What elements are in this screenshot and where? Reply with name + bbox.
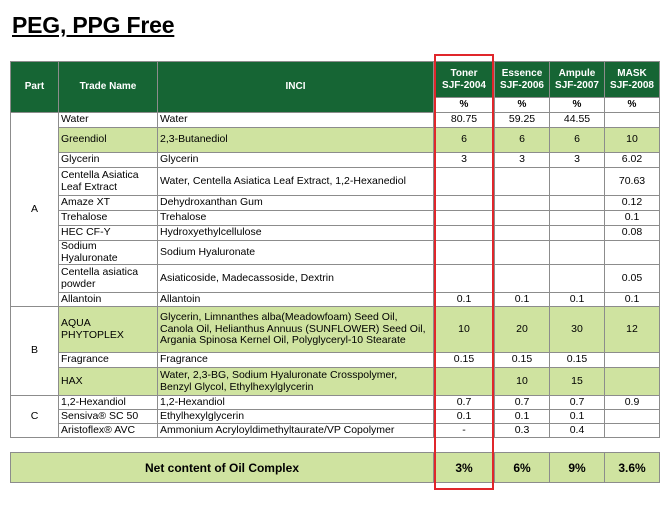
inci: Ammonium Acryloyldimethyltaurate/VP Copolymer <box>158 424 434 438</box>
value-cell <box>550 226 605 241</box>
inci: Water, Centella Asiatica Leaf Extract, 1,2-Hexanediol <box>158 168 434 196</box>
value-cell <box>550 211 605 226</box>
value-cell <box>605 241 660 265</box>
value-cell: 20 <box>495 307 550 353</box>
value-cell: 0.1 <box>495 410 550 424</box>
table-row <box>11 226 660 241</box>
total-row <box>11 453 660 483</box>
page-title: PEG, PPG Free <box>12 12 175 38</box>
trade-name: Fragrance <box>59 353 158 368</box>
value-cell: 59.25 <box>495 113 550 128</box>
value-cell: 70.63 <box>605 168 660 196</box>
table-row <box>11 353 660 368</box>
value-cell: 6.02 <box>605 153 660 168</box>
value-cell: 0.1 <box>434 293 495 307</box>
trade-name: Centella Asiatica Leaf Extract <box>59 168 158 196</box>
value-cell: 0.7 <box>495 396 550 410</box>
value-cell <box>550 168 605 196</box>
value-cell <box>550 241 605 265</box>
table-row <box>11 424 660 438</box>
value-cell: 0.08 <box>605 226 660 241</box>
value-cell <box>434 265 495 293</box>
inci: Water, 2,3-BG, Sodium Hyaluronate Crosspolymer, Benzyl Glycol, Ethylhexylglycerin <box>158 368 434 396</box>
table-row <box>11 265 660 293</box>
part-label: B <box>11 307 59 396</box>
inci: Sodium Hyaluronate <box>158 241 434 265</box>
header-col-toner <box>434 62 495 98</box>
part-label: A <box>11 113 59 307</box>
trade-name: Aristoflex® AVC <box>59 424 158 438</box>
value-cell <box>434 226 495 241</box>
value-cell <box>495 196 550 211</box>
header-inci: INCI <box>158 62 434 113</box>
value-cell <box>605 113 660 128</box>
value-cell: 0.1 <box>495 293 550 307</box>
table-row <box>11 241 660 265</box>
col-code: SJF-2007 <box>555 79 599 91</box>
trade-name: Water <box>59 113 158 128</box>
table-row <box>11 211 660 226</box>
value-cell: 0.05 <box>605 265 660 293</box>
trade-name: HEC CF-Y <box>59 226 158 241</box>
value-cell <box>495 265 550 293</box>
value-cell: 10 <box>495 368 550 396</box>
value-cell <box>434 368 495 396</box>
col-name: Toner <box>450 67 478 79</box>
header-col-essence <box>495 62 550 98</box>
unit-cell: % <box>550 98 605 113</box>
trade-name: Glycerin <box>59 153 158 168</box>
value-cell <box>434 196 495 211</box>
value-cell: 0.4 <box>550 424 605 438</box>
trade-name: Greendiol <box>59 128 158 153</box>
col-code: SJF-2004 <box>442 79 486 91</box>
inci: Glycerin <box>158 153 434 168</box>
value-cell: 0.1 <box>605 211 660 226</box>
trade-name: Sensiva® SC 50 <box>59 410 158 424</box>
value-cell: 0.15 <box>495 353 550 368</box>
value-cell: 0.3 <box>495 424 550 438</box>
part-label: C <box>11 396 59 438</box>
value-cell: 3 <box>434 153 495 168</box>
total-table <box>10 452 660 483</box>
value-cell: 0.15 <box>434 353 495 368</box>
table-row <box>11 196 660 211</box>
total-value: 6% <box>495 453 550 483</box>
total-value: 9% <box>550 453 605 483</box>
value-cell: 0.1 <box>434 410 495 424</box>
value-cell: 0.15 <box>550 353 605 368</box>
value-cell <box>495 226 550 241</box>
inci: Ethylhexylglycerin <box>158 410 434 424</box>
value-cell: 0.9 <box>605 396 660 410</box>
table-row <box>11 410 660 424</box>
value-cell: 15 <box>550 368 605 396</box>
unit-cell: % <box>495 98 550 113</box>
col-code: SJF-2006 <box>500 79 544 91</box>
header-col-mask <box>605 62 660 98</box>
formula-table <box>10 61 660 438</box>
table-row <box>11 396 660 410</box>
value-cell: 0.12 <box>605 196 660 211</box>
inci: Dehydroxanthan Gum <box>158 196 434 211</box>
table-row <box>11 113 660 128</box>
trade-name: Amaze XT <box>59 196 158 211</box>
trade-name: Trehalose <box>59 211 158 226</box>
value-cell <box>495 211 550 226</box>
inci: Hydroxyethylcellulose <box>158 226 434 241</box>
inci: 1,2-Hexandiol <box>158 396 434 410</box>
trade-name: AQUA PHYTOPLEX <box>59 307 158 353</box>
value-cell: 0.1 <box>605 293 660 307</box>
table-row <box>11 168 660 196</box>
value-cell: 3 <box>495 153 550 168</box>
value-cell <box>495 168 550 196</box>
value-cell: 44.55 <box>550 113 605 128</box>
value-cell: - <box>434 424 495 438</box>
inci: Water <box>158 113 434 128</box>
col-name: MASK <box>617 67 647 79</box>
trade-name: Allantoin <box>59 293 158 307</box>
value-cell: 12 <box>605 307 660 353</box>
header-part: Part <box>11 62 59 113</box>
col-code: SJF-2008 <box>610 79 654 91</box>
value-cell: 0.7 <box>434 396 495 410</box>
table-row <box>11 293 660 307</box>
value-cell: 10 <box>434 307 495 353</box>
table-row <box>11 368 660 396</box>
trade-name: HAX <box>59 368 158 396</box>
trade-name: Centella asiatica powder <box>59 265 158 293</box>
trade-name: Sodium Hyaluronate <box>59 241 158 265</box>
table-row <box>11 128 660 153</box>
unit-cell: % <box>605 98 660 113</box>
value-cell <box>605 424 660 438</box>
inci: Glycerin, Limnanthes alba(Meadowfoam) Seed Oil, Canola Oil, Helianthus Annuus (SUNFLOWER) Seed Oil, Argania Spinosa Kernel Oil, Polyglyceryl-10 Stearate <box>158 307 434 353</box>
value-cell <box>495 241 550 265</box>
header-trade-name: Trade Name <box>59 62 158 113</box>
value-cell: 6 <box>495 128 550 153</box>
value-cell <box>605 410 660 424</box>
table-row <box>11 153 660 168</box>
total-value: 3% <box>434 453 495 483</box>
value-cell: 80.75 <box>434 113 495 128</box>
value-cell: 0.7 <box>550 396 605 410</box>
value-cell: 10 <box>605 128 660 153</box>
header-row <box>11 62 660 98</box>
value-cell <box>434 211 495 226</box>
value-cell <box>605 353 660 368</box>
value-cell: 0.1 <box>550 410 605 424</box>
inci: Trehalose <box>158 211 434 226</box>
value-cell: 6 <box>550 128 605 153</box>
inci: 2,3-Butanediol <box>158 128 434 153</box>
trade-name: 1,2-Hexandiol <box>59 396 158 410</box>
value-cell: 6 <box>434 128 495 153</box>
value-cell: 30 <box>550 307 605 353</box>
value-cell <box>434 241 495 265</box>
table-row <box>11 307 660 353</box>
header-col-ampule <box>550 62 605 98</box>
value-cell <box>550 265 605 293</box>
total-label: Net content of Oil Complex <box>11 453 434 483</box>
value-cell: 0.1 <box>550 293 605 307</box>
unit-cell: % <box>434 98 495 113</box>
total-value: 3.6% <box>605 453 660 483</box>
value-cell: 3 <box>550 153 605 168</box>
col-name: Ampule <box>558 67 596 79</box>
inci: Asiaticoside, Madecassoside, Dextrin <box>158 265 434 293</box>
inci: Fragrance <box>158 353 434 368</box>
col-name: Essence <box>501 67 543 79</box>
value-cell <box>605 368 660 396</box>
inci: Allantoin <box>158 293 434 307</box>
value-cell <box>434 168 495 196</box>
value-cell <box>550 196 605 211</box>
